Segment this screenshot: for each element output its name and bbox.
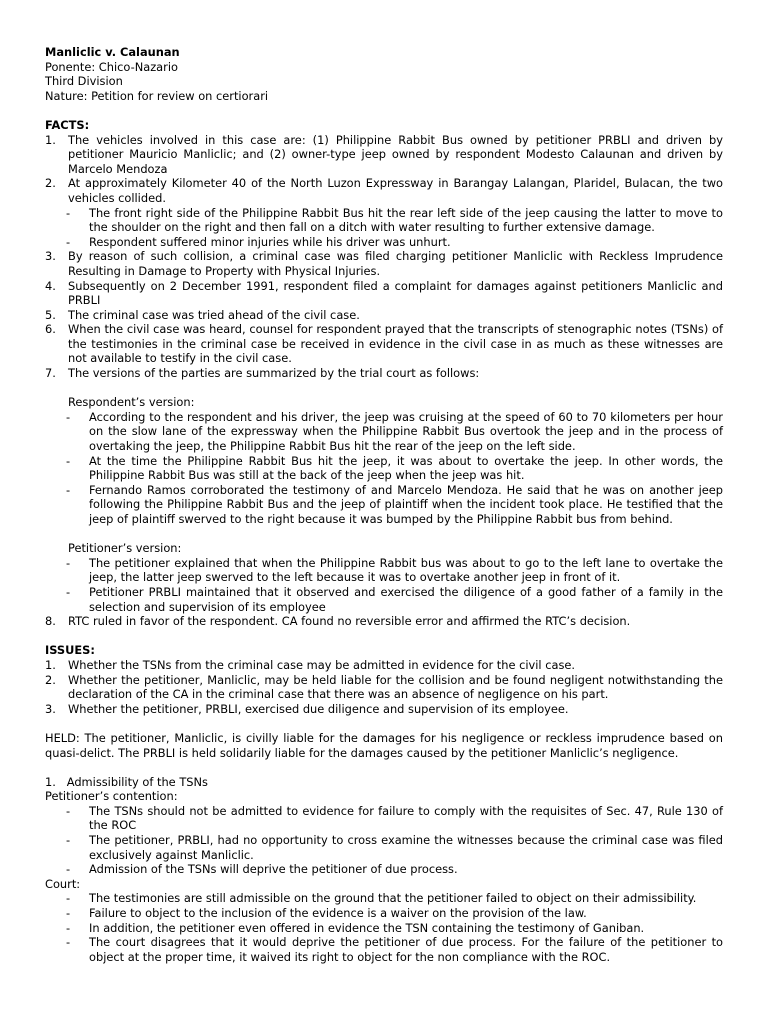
bullet-text: Respondent suffered minor injuries while his driver was unhurt. [89, 234, 451, 249]
dash-marker: - [66, 555, 71, 570]
dash-marker: - [66, 935, 71, 950]
dash-marker: - [66, 482, 71, 497]
division: Third Division [45, 74, 123, 89]
item-text: Whether the petitioner, Manliclic, may be held liable for the collision and be found negligent notwithstanding the declaration of the CA in the criminal case that there was an absence of negligence on his part. [68, 672, 723, 702]
issues-heading: ISSUES: [45, 643, 95, 658]
item-text: By reason of such collision, a criminal case was filed charging petitioner Manliclic with Reckless Imprudence Resulting in Damage to Property with Physical Injuries. [68, 249, 723, 278]
bullet-text: According to the respondent and his driver, the jeep was cruising at the speed of 60 to 70 kilometers per hour on the slow lane of the expressway when the Philippine Rabbit Bus overtook the jeep and in the process of overtaking the jeep, the Philippine Rabbit Bus hit the rear of the jeep on the left side. [89, 409, 723, 454]
petitioner-version-label: Petitioner’s version: [68, 541, 182, 556]
facts-item [45, 249, 723, 278]
sub-bullet [45, 206, 723, 235]
item-text: RTC ruled in favor of the respondent. CA found no reversible error and affirmed the RTC’s decision. [68, 614, 631, 629]
facts-item [45, 133, 723, 177]
facts-item [45, 614, 723, 629]
bullet-text: The testimonies are still admissible on the ground that the petitioner failed to object on their admissibility. [89, 891, 697, 906]
document-page [45, 45, 723, 964]
bullet-text: Admission of the TSNs will deprive the petitioner of due process. [89, 862, 458, 877]
item-text: The versions of the parties are summarized by the trial court as follows: [68, 366, 480, 381]
facts-heading: FACTS: [45, 117, 90, 132]
issues-item [45, 658, 723, 673]
dash-marker: - [66, 906, 71, 921]
item-number: 5. [45, 307, 56, 322]
bullet-text: At the time the Philippine Rabbit Bus hit the jeep, it was about to overtake the jeep. In other words, the Philippine Rabbit Bus was still at the back of the jeep when the jeep was hit. [89, 453, 723, 483]
item-number: 3. [45, 249, 56, 264]
bullet-text: The petitioner, PRBLI, had no opportunity to cross examine the witnesses because the criminal case was filed exclusively against Manliclic. [89, 833, 723, 862]
item-text: The criminal case was tried ahead of the civil case. [68, 307, 360, 322]
issues-item [45, 702, 723, 717]
ponente: Ponente: Chico-Nazario [45, 59, 178, 74]
respondent-bullet [45, 454, 723, 483]
court-bullet [45, 921, 723, 936]
bullet-text: Petitioner PRBLI maintained that it observed and exercised the diligence of a good father of a family in the selection and supervision of its employee [89, 584, 723, 614]
facts-item [45, 279, 723, 308]
contention-label: Petitioner’s contention: [45, 789, 178, 804]
item-text: Whether the petitioner, PRBLI, exercised due diligence and supervision of its employee. [68, 701, 569, 716]
dash-marker: - [66, 205, 71, 220]
item-number: 3. [45, 701, 56, 716]
bullet-text: Failure to object to the inclusion of the evidence is a waiver on the provision of the law. [89, 906, 587, 921]
dash-marker: - [66, 234, 71, 249]
item-number: 6. [45, 322, 56, 337]
issues-item [45, 673, 723, 702]
bullet-text: The TSNs should not be admitted to evidence for failure to comply with the requisites of Sec. 47, Rule 130 of the ROC [89, 803, 723, 833]
facts-item [45, 308, 723, 323]
bullet-text: The petitioner explained that when the Philippine Rabbit bus was about to go to the left lane to overtake the jeep, the latter jeep swerved to the left because it was to overtake another jeep in front of it. [89, 555, 723, 585]
item-number: 4. [45, 278, 56, 293]
court-bullet [45, 891, 723, 906]
bullet-text: The front right side of the Philippine Rabbit Bus hit the rear left side of the jeep causing the latter to move to the shoulder on the right and then fall on a ditch with water resulting to further extensive damage. [89, 205, 723, 235]
dash-marker: - [66, 862, 71, 877]
item-text: When the civil case was heard, counsel for respondent prayed that the transcripts of stenographic notes (TSNs) of the testimonies in the criminal case be received in evidence in the civil case in as much as these witnesses are not available to testify in the civil case. [68, 322, 723, 366]
dash-marker: - [66, 891, 71, 906]
item-text: The vehicles involved in this case are: (1) Philippine Rabbit Bus owned by petitioner PRBLI and driven by petitioner Mauricio Manliclic; and (2) owner-type jeep owned by respondent Modesto Calaunan and driven by Marcelo Mendoza [68, 132, 723, 176]
item-number: 1. [45, 132, 56, 147]
case-title: Manliclic v. Calaunan [45, 45, 180, 59]
court-bullet [45, 906, 723, 921]
tsn-heading: 1. Admissibility of the TSNs [45, 774, 208, 789]
dash-marker: - [66, 409, 71, 424]
sub-bullet [45, 235, 723, 250]
contention-bullet [45, 833, 723, 862]
bullet-text: In addition, the petitioner even offered in evidence the TSN containing the testimony of Ganiban. [89, 920, 645, 935]
respondent-bullet [45, 483, 723, 527]
item-text: Subsequently on 2 December 1991, respondent filed a complaint for damages against petitioners Manliclic and PRBLI [68, 278, 723, 308]
court-label: Court: [45, 876, 81, 891]
bullet-text: Fernando Ramos corroborated the testimony of and Marcelo Mendoza. He said that he was on another jeep following the Philippine Rabbit Bus and the jeep of plaintiff when the incident took place. He testified that the jeep of plaintiff swerved to the right because it was bumped by the Philippine Rabbit bus from behind. [89, 482, 723, 526]
dash-marker: - [66, 920, 71, 935]
bullet-text: The court disagrees that it would deprive the petitioner of due process. For the failure of the petitioner to object at the proper time, it waived its right to object for the non compliance with the ROC. [89, 935, 723, 964]
item-number: 7. [45, 366, 56, 381]
facts-item [45, 322, 723, 366]
respondent-bullet [45, 410, 723, 454]
dash-marker: - [66, 584, 71, 599]
petitioner-bullet [45, 556, 723, 585]
nature: Nature: Petition for review on certiorari [45, 88, 269, 103]
respondent-version-label: Respondent’s version: [68, 395, 195, 410]
item-number: 1. [45, 657, 56, 672]
item-number: 2. [45, 176, 56, 191]
dash-marker: - [66, 833, 71, 848]
dash-marker: - [66, 453, 71, 468]
court-bullet [45, 935, 723, 964]
item-number: 2. [45, 672, 56, 687]
held-paragraph: HELD: The petitioner, Manliclic, is civilly liable for the damages for his negligence or reckless imprudence based on quasi-delict. The PRBLI is held solidarily liable for the damages caused by the petitioner Manliclic’s negligence. [45, 730, 723, 760]
item-text: Whether the TSNs from the criminal case may be admitted in evidence for the civil case. [68, 657, 576, 672]
facts-item [45, 176, 723, 205]
item-number: 8. [45, 614, 56, 629]
dash-marker: - [66, 803, 71, 818]
facts-item [45, 366, 723, 381]
item-text: At approximately Kilometer 40 of the North Luzon Expressway in Barangay Lalangan, Plaridel, Bulacan, the two vehicles collided. [68, 176, 723, 205]
contention-bullet [45, 804, 723, 833]
contention-bullet [45, 862, 723, 877]
petitioner-bullet [45, 585, 723, 614]
